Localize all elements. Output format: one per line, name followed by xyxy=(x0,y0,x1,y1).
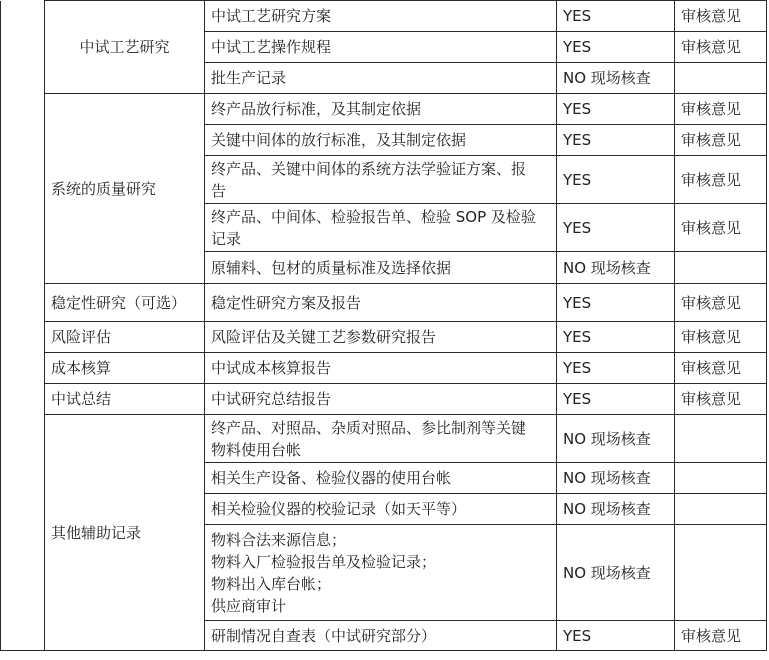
item-line: 关键中间体的放行标准，及其制定依据 xyxy=(211,131,467,149)
item-line: 终产品、关键中间体的系统方法学验证方案、报 xyxy=(211,159,527,178)
opinion-cell xyxy=(675,525,767,621)
status-cell: YES xyxy=(557,353,675,384)
status-cell: YES xyxy=(557,204,675,252)
opinion-cell: 审核意见 xyxy=(675,94,767,125)
item-line: 稳定性研究方案及报告 xyxy=(211,293,362,312)
item-line: 中试研究总结报告 xyxy=(211,390,332,408)
status-cell: YES xyxy=(557,322,675,353)
status-cell: YES xyxy=(557,156,675,204)
item-line: 中试工艺研究方案 xyxy=(211,7,332,25)
item-line: 记录 xyxy=(211,229,242,248)
item-cell xyxy=(205,156,557,204)
opinion-cell: 审核意见 xyxy=(675,384,767,415)
item-cell xyxy=(205,322,557,353)
item-line: 终产品、对照品、杂质对照品、参比制剂等关键 xyxy=(211,418,527,437)
status-cell: NO 现场核查 xyxy=(557,415,675,463)
table-row xyxy=(1,1,767,32)
category-cell: 其他辅助记录 xyxy=(45,415,205,651)
table-row xyxy=(1,94,767,125)
category-cell: 稳定性研究（可选） xyxy=(45,284,205,322)
opinion-cell xyxy=(675,494,767,525)
item-line: 中试工艺操作规程 xyxy=(211,38,332,56)
opinion-cell: 审核意见 xyxy=(675,621,767,651)
opinion-cell: 审核意见 xyxy=(675,353,767,384)
table-row xyxy=(1,415,767,463)
item-cell xyxy=(205,463,557,494)
opinion-cell: 审核意见 xyxy=(675,32,767,63)
outer-margin-cell xyxy=(1,1,45,651)
item-line: 风险评估及关键工艺参数研究报告 xyxy=(211,328,437,346)
opinion-cell xyxy=(675,415,767,463)
table-row xyxy=(1,284,767,322)
item-line: 物料入厂检验报告单及检验记录； xyxy=(211,552,437,571)
item-line: 中试成本核算报告 xyxy=(211,359,332,377)
opinion-cell xyxy=(675,252,767,284)
item-line: 相关生产设备、检验仪器的使用台帐 xyxy=(211,469,452,487)
status-cell: NO 现场核查 xyxy=(557,252,675,284)
item-cell xyxy=(205,94,557,125)
item-cell xyxy=(205,32,557,63)
status-cell: YES xyxy=(557,384,675,415)
opinion-cell xyxy=(675,63,767,94)
item-cell xyxy=(205,415,557,463)
status-cell: NO 现场核查 xyxy=(557,463,675,494)
category-cell: 成本核算 xyxy=(45,353,205,384)
item-cell xyxy=(205,125,557,156)
item-cell xyxy=(205,353,557,384)
item-line: 研制情况自查表（中试研究部分） xyxy=(211,626,437,645)
item-cell xyxy=(205,63,557,94)
item-line: 物料使用台帐 xyxy=(211,440,302,459)
table-row xyxy=(1,322,767,353)
item-line: 终产品放行标准，及其制定依据 xyxy=(211,100,422,118)
item-line: 原辅料、包材的质量标准及选择依据 xyxy=(211,258,452,277)
status-cell: YES xyxy=(557,284,675,322)
status-cell: YES xyxy=(557,125,675,156)
category-cell: 系统的质量研究 xyxy=(45,94,205,284)
item-line: 相关检验仪器的校验记录（如天平等） xyxy=(211,500,467,518)
item-line: 批生产记录 xyxy=(211,69,287,87)
opinion-cell: 审核意见 xyxy=(675,125,767,156)
item-line: 终产品、中间体、检验报告单、检验 SOP 及检验 xyxy=(211,207,536,226)
status-cell: YES xyxy=(557,32,675,63)
item-line: 物料出入库台帐； xyxy=(211,574,332,593)
opinion-cell: 审核意见 xyxy=(675,204,767,252)
item-cell xyxy=(205,494,557,525)
opinion-cell: 审核意见 xyxy=(675,1,767,32)
status-cell: NO 现场核查 xyxy=(557,525,675,621)
item-cell xyxy=(205,384,557,415)
opinion-cell: 审核意见 xyxy=(675,156,767,204)
item-cell xyxy=(205,1,557,32)
item-line: 供应商审计 xyxy=(211,596,287,615)
opinion-cell: 审核意见 xyxy=(675,322,767,353)
status-cell: NO 现场核查 xyxy=(557,63,675,94)
item-cell xyxy=(205,252,557,284)
status-cell: YES xyxy=(557,621,675,651)
status-cell: YES xyxy=(557,94,675,125)
item-cell xyxy=(205,621,557,651)
status-cell: NO 现场核查 xyxy=(557,494,675,525)
category-cell: 中试工艺研究 xyxy=(45,1,205,94)
opinion-cell xyxy=(675,463,767,494)
table-row xyxy=(1,384,767,415)
item-cell xyxy=(205,204,557,252)
category-cell: 中试总结 xyxy=(45,384,205,415)
item-line: 物料合法来源信息； xyxy=(211,530,347,549)
item-cell xyxy=(205,525,557,621)
item-line: 告 xyxy=(211,181,227,200)
table-row xyxy=(1,353,767,384)
status-cell: YES xyxy=(557,1,675,32)
category-cell: 风险评估 xyxy=(45,322,205,353)
opinion-cell: 审核意见 xyxy=(675,284,767,322)
item-cell xyxy=(205,284,557,322)
